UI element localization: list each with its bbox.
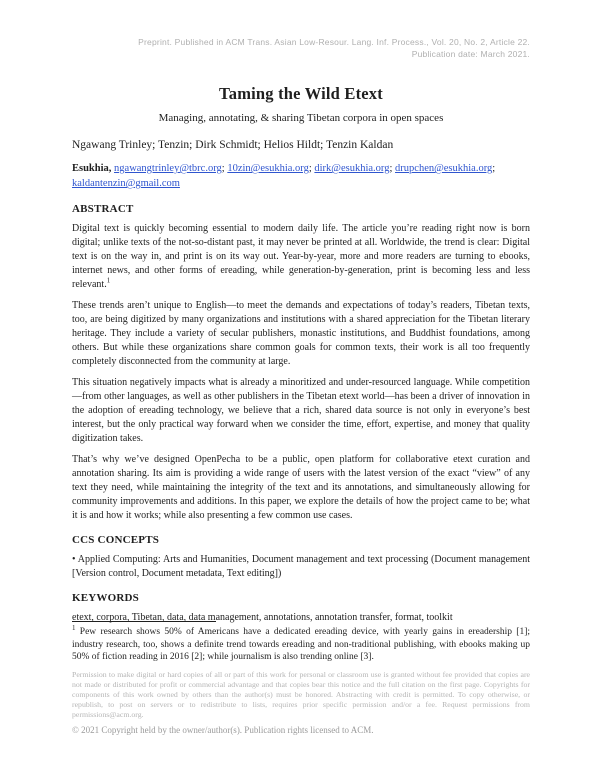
ccs-heading: CCS CONCEPTS xyxy=(72,534,160,546)
paper-title: Taming the Wild Etext xyxy=(219,84,383,103)
email-separator: ; xyxy=(308,163,315,174)
keywords-heading: KEYWORDS xyxy=(72,592,139,604)
authors-line: Ngawang Trinley; Tenzin; Dirk Schmidt; Helios Hildt; Tenzin Kaldan xyxy=(72,139,394,151)
email-link-ngawangtrinley[interactable]: ngawangtrinley@tbrc.org xyxy=(114,163,222,174)
keywords-section xyxy=(72,591,530,625)
abstract-paragraph-3: This situation negatively impacts what is already a minoritized and under-resourced language. While competition—from other languages, as well as other publishers in the Tibetan etext world—has been a driver of innovation in the adoption of ereading technology, we believe that a rich, shared data source is not only in everyone’s best interest, but the only practical way forward when we consider the time, effort, expertise, and money that quality digitization takes. xyxy=(72,377,530,444)
footnote xyxy=(72,623,531,664)
email-link-dirk[interactable]: dirk@esukhia.org xyxy=(314,163,390,174)
abstract-paragraph-1-text: Digital text is quickly becoming essential to modern daily life. The article you’re reading right now is born digital; unlike texts of the not-so-distant past, it may never be printed at all. Worldwide, the trend is clear: Digital text is on the way in, and print is on its way out. Year-by-year, more and more readers are turning to ebooks, internet news, and other forms of ereading, while generation-by-generation, print is becoming less and less relevant. xyxy=(72,223,530,290)
copyright-line: © 2021 Copyright held by the owner/author(s). Publication rights licensed to ACM. xyxy=(72,724,374,735)
ccs-text: • Applied Computing: Arts and Humanities, Document management and text processing (Document management [Version control, Document metadata, Text editing]) xyxy=(72,554,530,579)
preprint-note: Preprint. Published in ACM Trans. Asian Low-Resour. Lang. Inf. Process., Vol. 20, No. 2, Article 22. xyxy=(138,37,530,47)
page-footer xyxy=(72,621,530,736)
keywords-text: etext, corpora, Tibetan, data, data management, annotations, annotation transfer, format, toolkit xyxy=(72,612,453,623)
abstract-paragraph-1 xyxy=(72,222,530,292)
footnote-reference: 1 xyxy=(106,276,111,285)
affiliation-line xyxy=(72,161,530,191)
affiliation-org: Esukhia, xyxy=(72,163,112,174)
paper-subtitle: Managing, annotating, & sharing Tibetan corpora in open spaces xyxy=(158,112,444,124)
email-link-10zin[interactable]: 10zin@esukhia.org xyxy=(227,163,309,174)
abstract-paragraph-2: These trends aren’t unique to English—to meet the demands and expectations of today’s readers, Tibetan texts, too, are being digitized by many organizations and institutions with a shared appreciation for the Tibetan literary heritage. They include a variety of secular publishers, monastic institutions, and Buddhist foundations, among others. But while these organizations share common goals for common texts, their work is all too frequently completely disconnected from the community at large. xyxy=(72,300,530,367)
footnote-rule xyxy=(72,621,216,622)
email-link-kaldantenzin[interactable]: kaldantenzin@gmail.com xyxy=(72,178,180,189)
ccs-section xyxy=(72,533,530,581)
email-separator: ; xyxy=(492,163,496,174)
abstract-section xyxy=(72,202,530,523)
email-link-drupchen[interactable]: drupchen@esukhia.org xyxy=(395,163,493,174)
email-separator: ; xyxy=(389,163,396,174)
permission-statement: Permission to make digital or hard copies of all or part of this work for personal or classroom use is granted without fee provided that copies are not made or distributed for profit or commercial advantage and that copies bear this notice and the full citation on the first page. Copyrights for components of this work owned by others than the author(s) must be honored. Abstracting with credit is permitted. To copy otherwise, or republish, to post on servers or to redistribute to lists, requires prior specific permission and/or a fee. Request permissions from permissions@acm.org. xyxy=(72,669,530,719)
footnote-text: Pew research shows 50% of Americans have a dedicated ereading device, with yearly gains in ereadership [1]; industry research, too, shows a definite trend towards ereading and non-traditional publishing, with ebooks making up 50% of fiction reading in 2016 [2]; while journalism is also trending online [3]. xyxy=(72,627,531,662)
email-separator: ; xyxy=(221,163,228,174)
abstract-paragraph-4: That’s why we’ve designed OpenPecha to be a public, open platform for collaborative etext curation and annotation sharing. Its aim is providing a wide range of users with the latest version of the exact “view” of any text they need, while maintaining the integrity of the text and its annotations, and simultaneously allowing for community improvements and additions. In this paper, we explore the details of how the project came to be; what it is and how it works; while also presenting a few common use cases. xyxy=(72,454,530,521)
publication-date: Publication date: March 2021. xyxy=(411,49,530,59)
footnote-marker: 1 xyxy=(72,623,76,632)
preprint-header xyxy=(72,0,530,60)
abstract-heading: ABSTRACT xyxy=(72,203,134,215)
